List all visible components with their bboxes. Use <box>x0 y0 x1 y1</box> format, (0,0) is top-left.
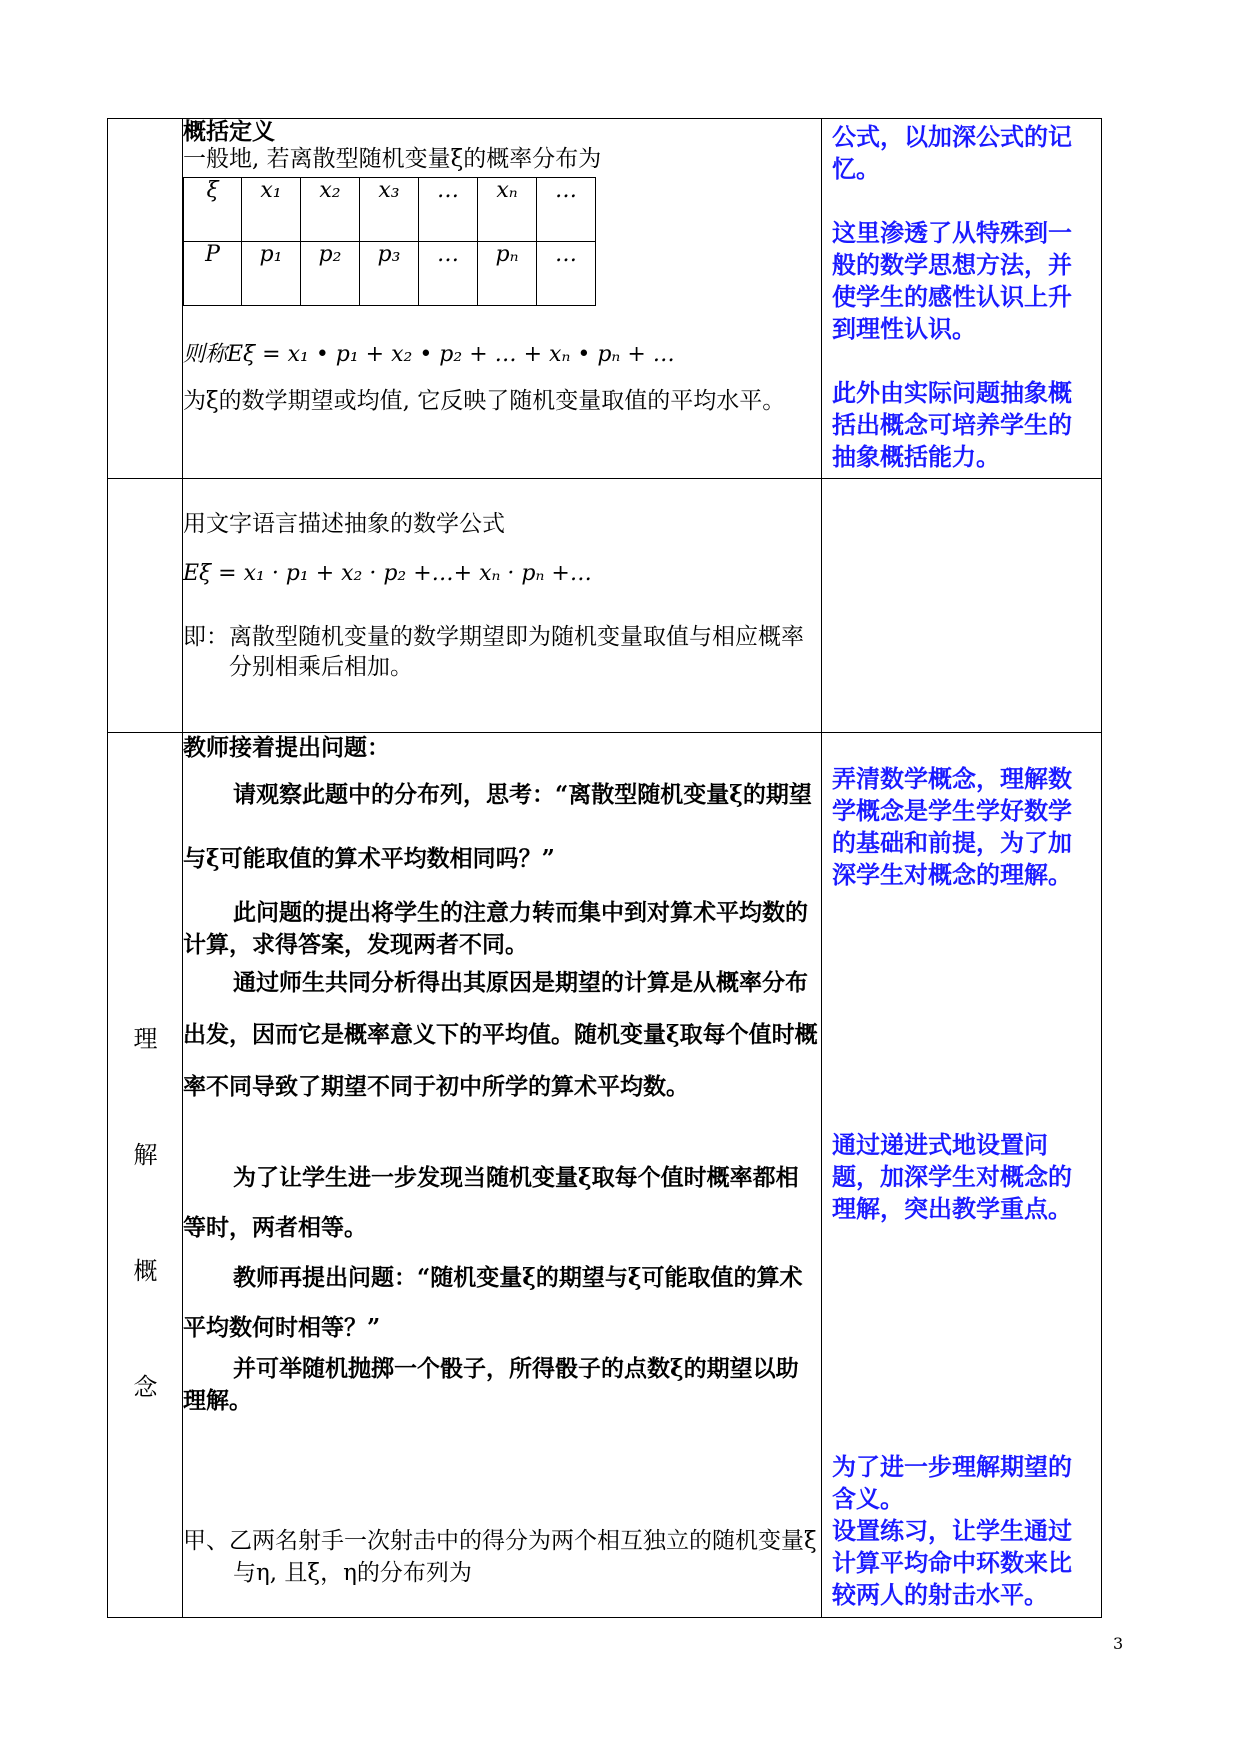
probability-row <box>184 242 596 306</box>
verbal-formula: Eξ = x₁ · p₁ + x₂ · p₂ +…+ xₙ · pₙ +… <box>183 561 592 586</box>
dist-cell: pₙ <box>478 242 537 306</box>
dist-cell: x₁ <box>242 178 301 242</box>
distribution-table <box>183 177 596 306</box>
dist-cell: x₃ <box>360 178 419 242</box>
equal-probability-paragraph: 为了让学生进一步发现当随机变量ξ取每个值时概率都相等时，两者相等。 <box>183 1164 799 1241</box>
dist-cell: P <box>184 242 242 306</box>
label-char: 概 <box>133 1257 158 1285</box>
label-char: 念 <box>133 1373 158 1401</box>
understanding-cell <box>183 733 822 1618</box>
expectation-description: 为ξ的数学期望或均值, 它反映了随机变量取值的平均水平。 <box>183 388 786 414</box>
attention-paragraph: 此问题的提出将学生的注意力转而集中到对算术平均数的计算，求得答案，发现两者不同。 <box>183 899 808 958</box>
expectation-formula: 则称Eξ = x₁ • p₁ + x₂ • p₂ + … + xₙ • pₙ + … <box>183 342 675 367</box>
label-cell-empty <box>108 479 183 733</box>
label-char: 解 <box>133 1141 158 1169</box>
dist-cell: x₂ <box>301 178 360 242</box>
dist-cell: p₁ <box>242 242 301 306</box>
teaching-note: 公式，以加深公式的记忆。 这里渗透了从特殊到一般的数学思想方法，并使学生的感性认识上升到理性认识。 此外由实际问题抽象概括出概念可培养学生的抽象概括能力。 <box>832 122 1072 471</box>
definition-intro: 一般地, 若离散型随机变量ξ的概率分布为 <box>183 146 602 172</box>
verbal-heading: 用文字语言描述抽象的数学公式 <box>183 511 505 537</box>
practice-note: 为了进一步理解期望的含义。 设置练习，让学生通过计算平均命中环数来比较两人的射击水平。 <box>832 1452 1072 1609</box>
verbal-row <box>108 479 1102 733</box>
dist-cell: … <box>419 242 478 306</box>
second-question: 教师再提出问题：“随机变量ξ的期望与ξ可能取值的算术平均数何时相等？” <box>183 1264 803 1341</box>
dice-example: 并可举随机抛掷一个骰子，所得骰子的点数ξ的期望以助理解。 <box>183 1355 799 1414</box>
dist-cell: ξ <box>184 178 242 242</box>
analysis-paragraph: 通过师生共同分析得出其原因是期望的计算是从概率分布出发，因而它是概率意义下的平均值。随机变量ξ取每个值时概率不同导致了期望不同于初中所学的算术平均数。 <box>183 969 818 1100</box>
verbal-explanation: 即：离散型随机变量的数学期望即为随机变量取值与相应概率分别相乘后相加。 <box>183 624 804 680</box>
definition-heading: 概括定义 <box>183 118 275 145</box>
note-cell-empty <box>822 479 1102 733</box>
definition-cell <box>183 119 822 479</box>
dist-cell: … <box>537 178 596 242</box>
shooter-problem: 甲、乙两名射手一次射击中的得分为两个相互独立的随机变量ξ与η, 且ξ，η的分布列为 <box>183 1528 817 1586</box>
label-cell-empty <box>108 119 183 479</box>
note-cell <box>822 733 1102 1618</box>
lesson-table <box>107 118 1102 1618</box>
definition-row <box>108 119 1102 479</box>
dist-cell: xₙ <box>478 178 537 242</box>
understanding-row <box>108 733 1102 1618</box>
verbal-cell <box>183 479 822 733</box>
page-number: 3 <box>1113 1634 1124 1653</box>
teacher-question: 教师接着提出问题： <box>183 734 390 761</box>
dist-cell: … <box>419 178 478 242</box>
progressive-note: 通过递进式地设置问题，加深学生对概念的理解，突出教学重点。 <box>832 1130 1072 1223</box>
label-char: 理 <box>133 1025 158 1053</box>
dist-cell: p₃ <box>360 242 419 306</box>
observe-question: 请观察此题中的分布列，思考：“离散型随机变量ξ的期望与ξ可能取值的算术平均数相同吗？” <box>183 781 812 872</box>
value-row <box>184 178 596 242</box>
section-label-cell <box>108 733 183 1618</box>
dist-cell: p₂ <box>301 242 360 306</box>
concept-note: 弄清数学概念，理解数学概念是学生学好数学的基础和前提，为了加深学生对概念的理解。 <box>832 764 1072 889</box>
dist-cell: … <box>537 242 596 306</box>
note-cell <box>822 119 1102 479</box>
